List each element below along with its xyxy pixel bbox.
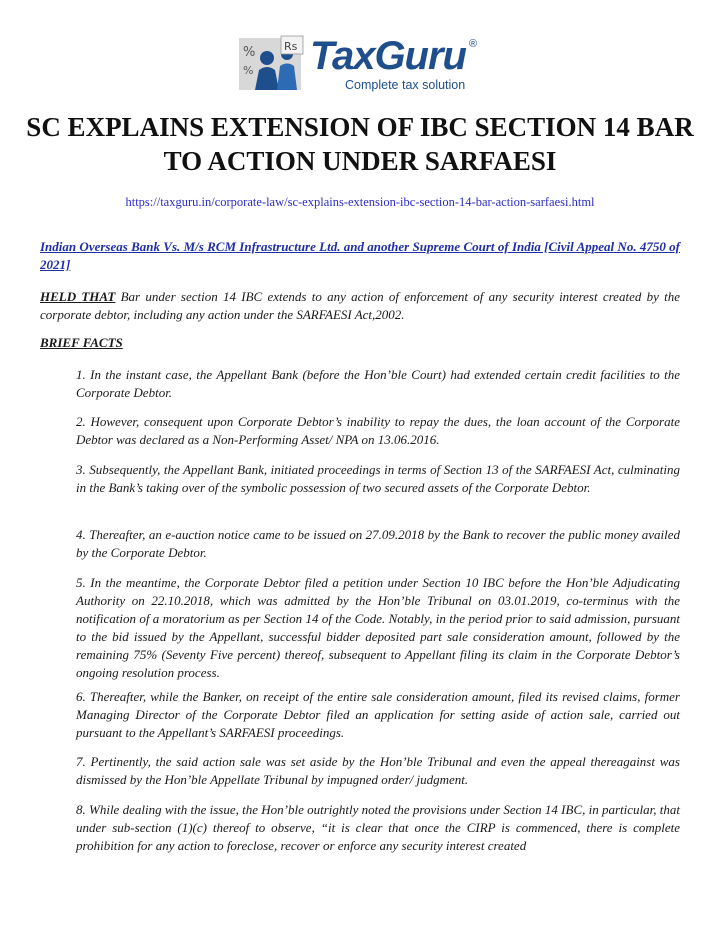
rs-people-percent-icon bbox=[237, 34, 309, 92]
fact-point-3: 3. Subsequently, the Appellant Bank, initiated proceedings in terms of Section 13 of the SARFAESI Act, culminating in the Bank’s taking over of the symbolic possession of two secured assets of the Corporate Debtor. bbox=[76, 462, 680, 495]
fact-point-6: 6. Thereafter, while the Banker, on receipt of the entire sale consideration amount, filed its revised claims, former Managing Director of the Corporate Debtor filed an application for setting aside of action sale, carried out pursuant to the Appellant’s SARFAESI proceedings. bbox=[76, 689, 680, 740]
fact-point-2: 2. However, consequent upon Corporate Debtor’s inability to repay the dues, the loan account of the Corporate Debtor was declared as a Non-Performing Asset/ NPA on 13.06.2016. bbox=[76, 414, 680, 447]
held-text: Bar under section 14 IBC extends to any action of enforcement of any security interest created by the corporate debtor, including any action under the SARFAESI Act,2002. bbox=[40, 289, 681, 322]
article-title: SC EXPLAINS EXTENSION OF IBC SECTION 14 BAR TO ACTION UNDER SARFAESI bbox=[26, 112, 694, 176]
fact-point-7: 7. Pertinently, the said action sale was set aside by the Hon’ble Tribunal and even the appeal thereagainst was dismissed by the Hon’ble Appellate Tribunal by impugned order/ judgment. bbox=[76, 754, 680, 787]
logo-wordmark: TaxGuru bbox=[310, 34, 466, 78]
fact-point-8: 8. While dealing with the issue, the Hon’ble outrightly noted the provisions under Section 14 IBC, in particular, that under sub-section (1)(c) thereof to observe, “it is clear that once the CIRP is commenced, there is complete prohibition for any action to foreclose, recover or enforce any security interest created bbox=[76, 802, 680, 853]
held-paragraph bbox=[40, 288, 680, 324]
svg-text:%: % bbox=[243, 64, 254, 77]
held-label: HELD THAT bbox=[40, 289, 116, 304]
svg-text:%: % bbox=[243, 45, 256, 60]
registered-mark: ® bbox=[469, 38, 478, 50]
taxguru-logo[interactable] bbox=[237, 34, 487, 92]
case-citation-link[interactable]: Indian Overseas Bank Vs. M/s RCM Infrastructure Ltd. and another Supreme Court of India [Civil Appeal No. 4750 of 2021] bbox=[40, 239, 680, 272]
brief-facts-heading: BRIEF FACTS bbox=[40, 335, 123, 350]
fact-point-5: 5. In the meantime, the Corporate Debtor filed a petition under Section 10 IBC before the Hon’ble Adjudicating Authority on 22.10.2018, which was admitted by the Hon’ble Tribunal on 03.01.2019, co-terminus with the notification of a moratorium as per Section 14 of the Code. Notably, in the period prior to said admission, pursuant to the bid issued by the Appellant, successful bidder deposited part sale consideration amount, followed by the remaining 75% (Seventy Five percent) thereof, subsequent to Appellant filing its claim in the Corporate Debtor’s ongoing resolution process. bbox=[76, 575, 680, 680]
svg-text:Rs: Rs bbox=[284, 40, 298, 53]
article-url-link[interactable]: https://taxguru.in/corporate-law/sc-explains-extension-ibc-section-14-bar-action-sarfaesi.html bbox=[125, 195, 595, 209]
logo-tagline: Complete tax solution bbox=[345, 78, 466, 92]
fact-point-1: 1. In the instant case, the Appellant Bank (before the Hon’ble Court) had extended certain credit facilities to the Corporate Debtor. bbox=[76, 367, 680, 400]
fact-point-4: 4. Thereafter, an e-auction notice came to be issued on 27.09.2018 by the Bank to recover the public money availed by the Corporate Debtor. bbox=[76, 527, 680, 560]
